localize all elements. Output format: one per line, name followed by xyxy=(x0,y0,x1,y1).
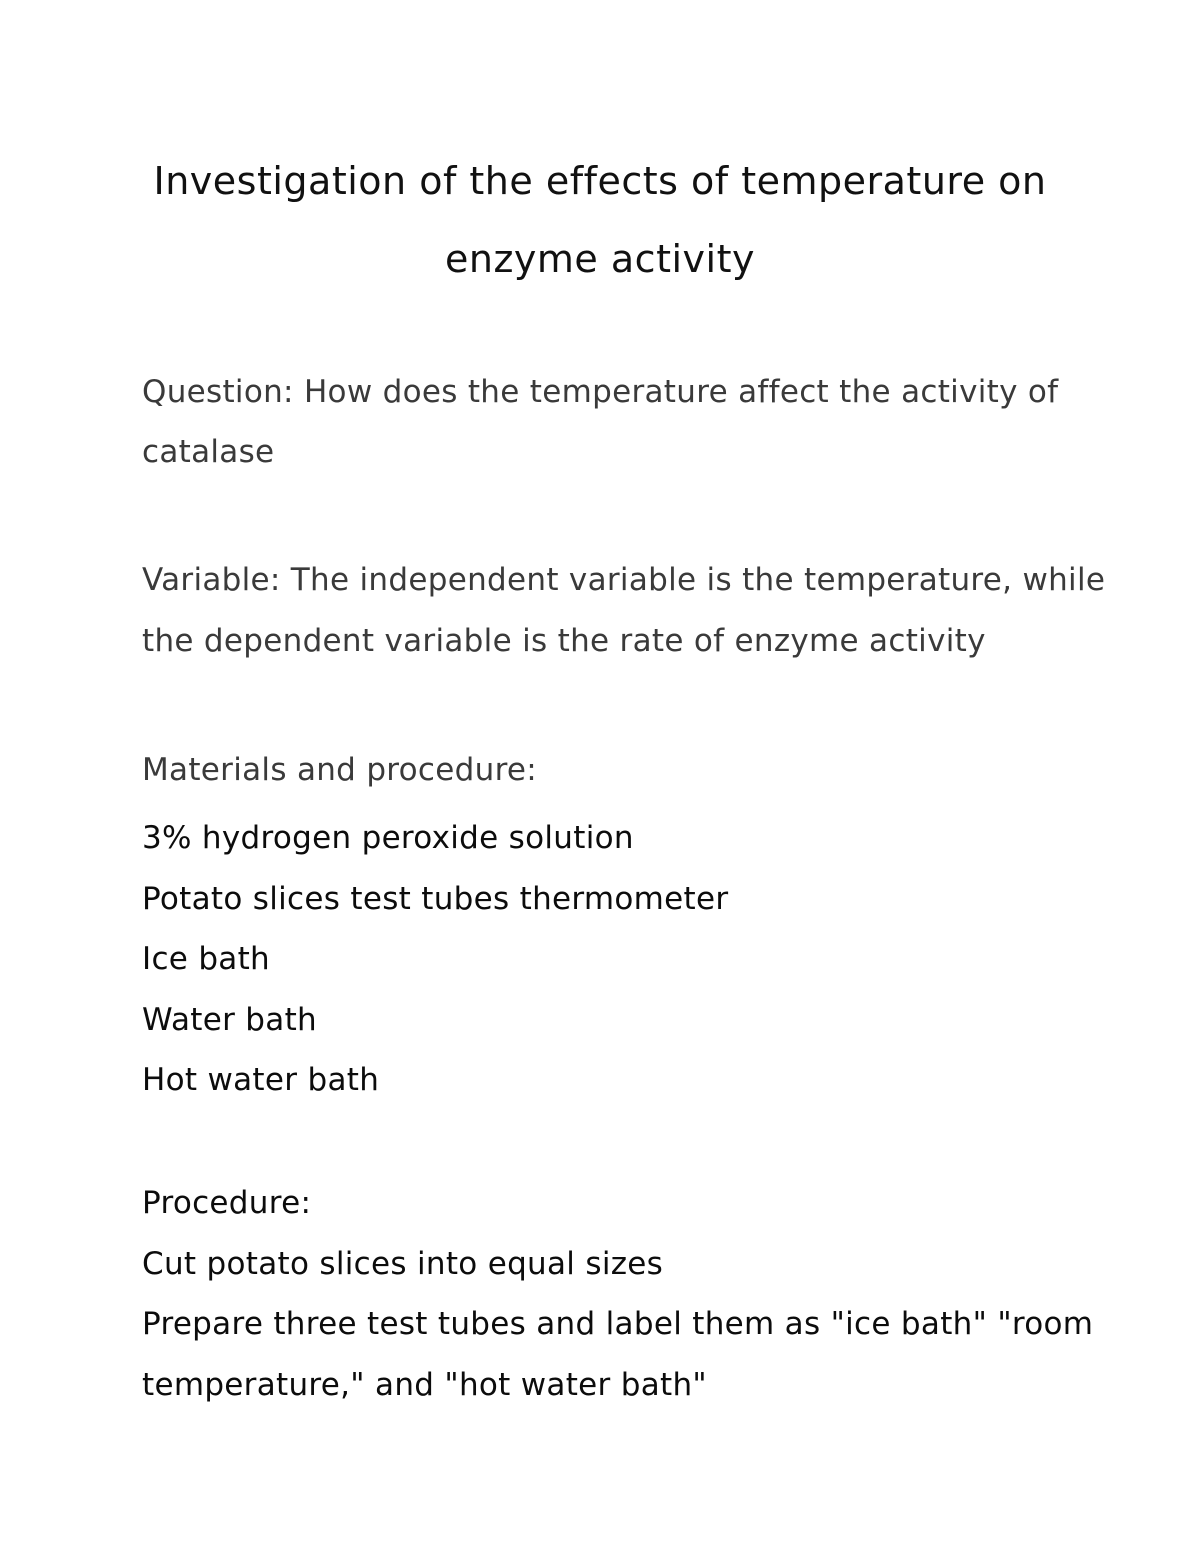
title-line-2: enzyme activity xyxy=(445,237,755,281)
procedure-line-2: Prepare three test tubes and label them as "ice bath" "room xyxy=(142,1306,1094,1342)
variable-line-1: Variable: The independent variable is the temperature, while xyxy=(142,562,1106,598)
procedure-line-1: Cut potato slices into equal sizes xyxy=(142,1246,664,1282)
question-line-2: catalase xyxy=(142,434,275,470)
materials-item: 3% hydrogen peroxide solution xyxy=(142,820,634,856)
title-line-1: Investigation of the effects of temperature on xyxy=(153,159,1047,203)
materials-item: Hot water bath xyxy=(142,1062,380,1098)
materials-item: Potato slices test tubes thermometer xyxy=(142,881,729,917)
procedure-heading: Procedure: xyxy=(142,1185,312,1221)
materials-heading: Materials and procedure: xyxy=(142,752,538,788)
procedure-line-3: temperature," and "hot water bath" xyxy=(142,1367,707,1403)
question-line-1: Question: How does the temperature affect the activity of xyxy=(142,374,1059,410)
materials-item: Water bath xyxy=(142,1002,317,1038)
document-title xyxy=(100,142,1100,298)
materials-item: Ice bath xyxy=(142,941,270,977)
variable-line-2: the dependent variable is the rate of enzyme activity xyxy=(142,623,986,659)
